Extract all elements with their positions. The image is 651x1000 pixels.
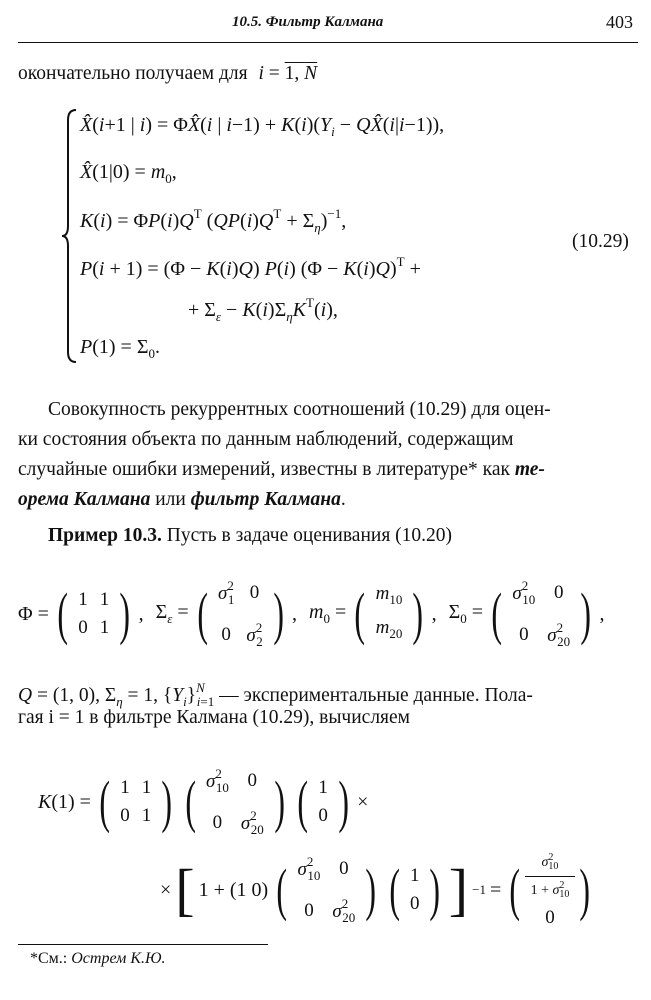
q-definition-line: Q = (1, 0), $\Sigma_\eta = 1$, $\{Y_i\}^N_{i=1}$ — экспериментальные данные. Пола- [18,680,533,709]
paragraph-line-3: случайные ошибки измерений, известны в литературе* как те- [18,459,545,480]
k1-computation-line-2: × [ 1 + (1 0) ( $\sigma^2_{10}$ 0 0 $\sigma^2_{20}$ ) ( 1 0 ) ] −1 = ( $\sigma^2_{10}$ $1 + \sigma^2_{10}$ 0 ) [160,848,595,932]
running-header: 10.5. Фильтр Калмана [232,14,384,30]
footnote: *См.: Острем К.Ю. [30,950,166,967]
equation-1: X̂(i+1 | i) = ΦX̂(i | $i-1) + K(i)(Y_i$ − QX̂(i|i−1)), [80,114,445,139]
header-rule [18,42,638,43]
equation-2: X̂(1|0) = $m_0$, [80,161,177,186]
intro-line: окончательно получаем для i = 1, N [18,63,318,84]
paragraph-line-1: Совокупность рекуррентных соотношений (10.29) для оцен- [48,399,551,420]
page-number: 403 [606,12,633,32]
equation-3: $K(i) = \Phi P(i)Q^T$ $(QP(i)Q^T + \Sigma_\eta)^{-1}$, [80,206,347,235]
setting-i-line: гая i = 1 в фильтре Калмана (10.29), вычисляем [18,707,411,728]
equation-4b: + $\Sigma_\varepsilon - K(i)\Sigma_\eta K^T(i)$, [188,295,338,324]
example-label: Пример 10.3. [48,525,162,546]
equation-system-brace [60,108,78,369]
matrix-definitions: Φ = ( 1 1 0 1 ) , $\Sigma_\varepsilon$ = ( $\sigma^2_1$ 0 0 $\sigma^2_2$ ) , $m_0$ = ( $m_{10}$ $m_{20}$ ) , $\Sigma_0$ = ( $\sigma^2_{10}$ 0 0 $\sigma^2_{20}$ ) , [18,578,605,649]
equation-4a: P(i + 1) = (Φ − K(i)Q) P(i) $(\Phi - K(i)Q)^T$ + [80,254,421,280]
footnote-rule [18,944,268,945]
paragraph-line-4: орема Калмана или фильтр Калмана. [18,489,346,510]
k1-computation-line-1: K(1) = ( 1 1 0 1 ) ( $\sigma^2_{10}$ 0 0 $\sigma^2_{20}$ ) ( 1 0 ) × [38,766,369,837]
equation-5: $P(1) = \Sigma_0$. [80,336,160,361]
term-kalman-theorem: орема Калмана [18,489,151,510]
equation-number: (10.29) [572,231,629,252]
term-kalman-filter: фильтр Калмана [190,489,341,510]
example-heading [48,520,452,551]
example-text: Пусть в задаче оценивания (10.20) [166,525,453,546]
term-kalman-theorem-start: те- [514,459,545,480]
paragraph-line-2: ки состояния объекта по данным наблюдений, содержащим [18,429,514,450]
